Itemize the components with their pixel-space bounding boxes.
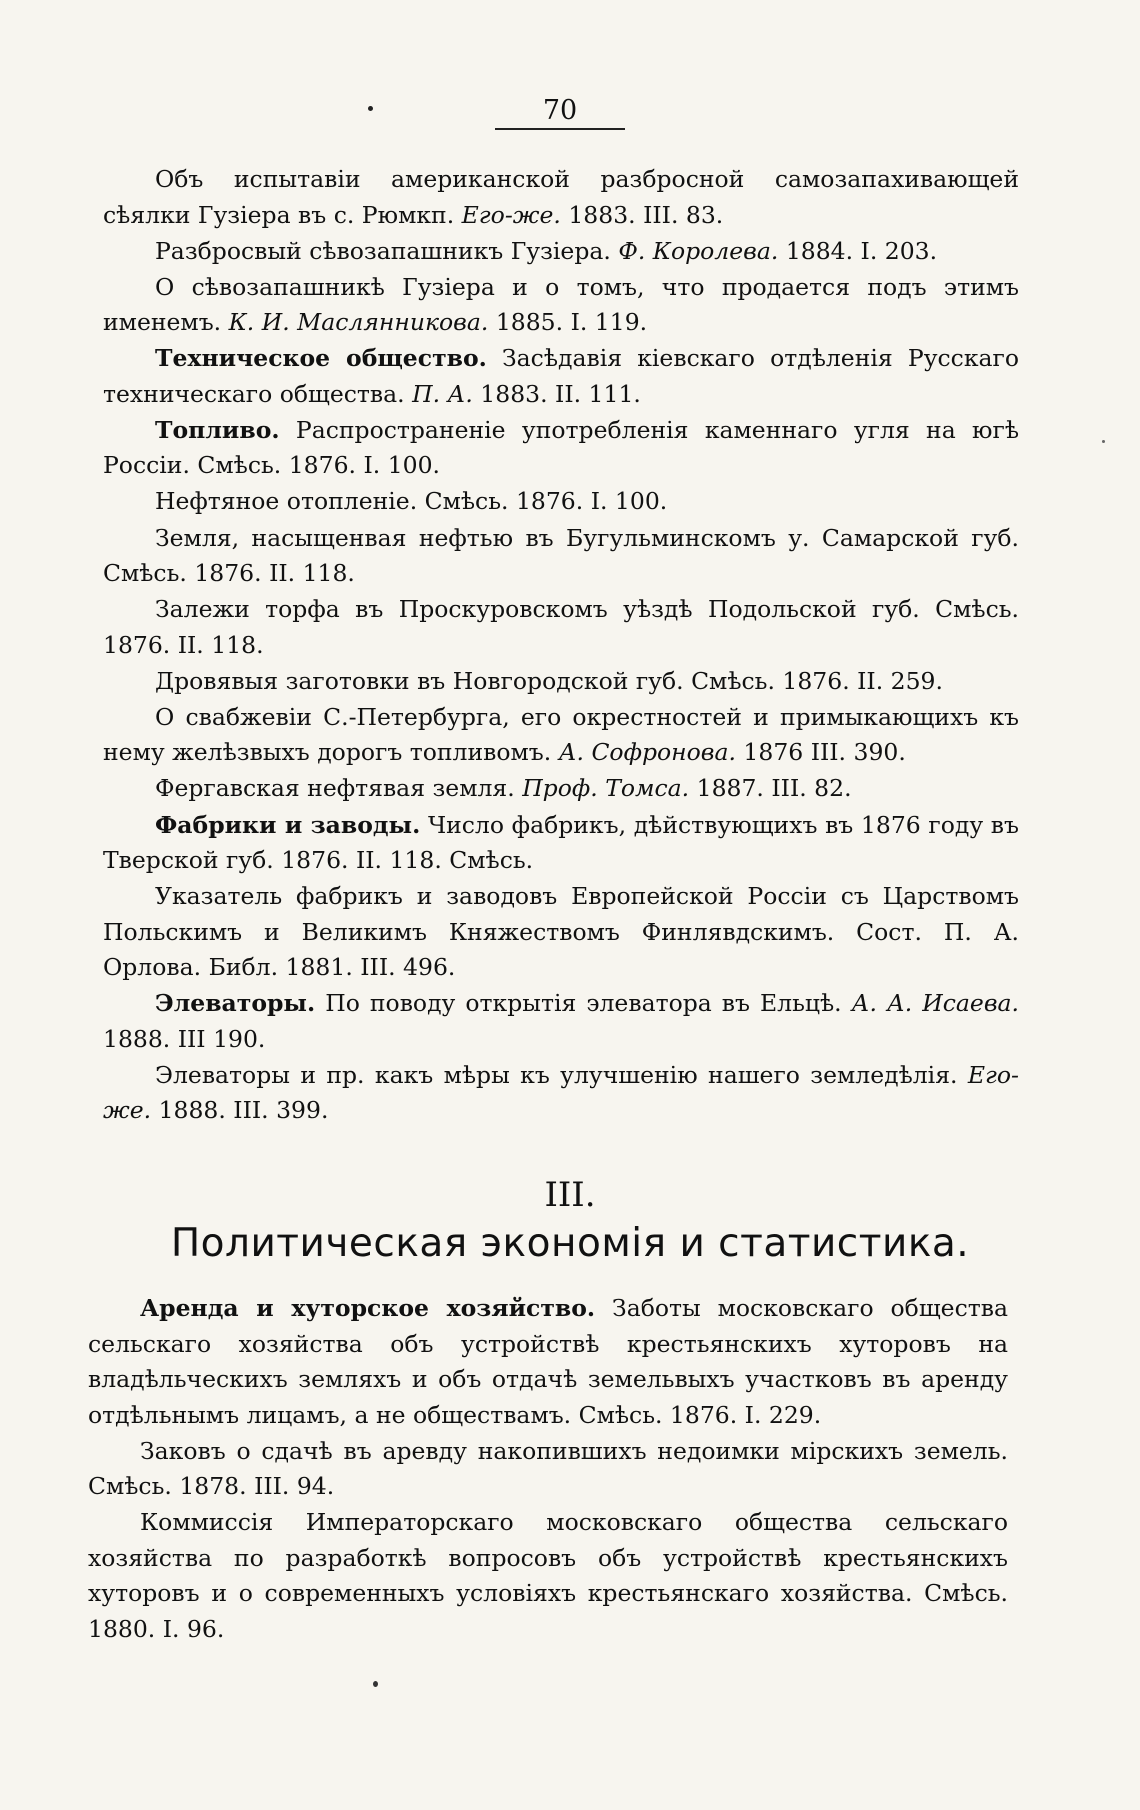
entry-text: Фергавская нефтявая земля. (155, 774, 523, 803)
entry-heading: Техническое общество. (155, 344, 487, 373)
section-title: Политическая экономія и статистика. (170, 1221, 970, 1266)
entry-author: Ф. Королева. (618, 236, 779, 265)
entry-author: А. А. Исаева. (851, 989, 1019, 1018)
entry-author: А. Софронова. (558, 738, 736, 767)
bibliography-entry (103, 1058, 1019, 1129)
print-speck (1102, 440, 1105, 443)
entry-text: 1884. I. 203. (778, 236, 938, 265)
entry-heading: Топливо. (155, 415, 280, 444)
entry-text: О сѣвозапашникѣ Гузіера и о томъ, что продается подъ этимъ именемъ. (103, 272, 1019, 337)
entry-author: Его-же. (103, 1060, 1019, 1125)
bibliography-entry (88, 1505, 1008, 1647)
entry-text: Разбросвый сѣвозапашникъ Гузіера. (155, 236, 619, 265)
bibliography-entry (103, 771, 1019, 807)
bibliography-entry (103, 808, 1019, 879)
bibliography-entry (103, 234, 1019, 270)
page-number: 70 (495, 96, 625, 130)
entry-heading: Фабрики и заводы. (155, 810, 421, 839)
print-speck (368, 106, 373, 111)
entry-author: К. И. Маслянникова. (228, 308, 489, 337)
entry-text: Коммиссія Императорскаго московскаго общества сельскаго хозяйства по разработкѣ вопросовъ объ устройствѣ крестьянскихъ хуторовъ и о современныхъ условіяхъ крестьянскаго хозяйства. Смѣсь. 1880. I. 96. (88, 1508, 1008, 1643)
entry-text: 1876 III. 390. (735, 738, 906, 767)
bibliography-entry (103, 664, 1019, 700)
entry-text: Указатель фабрикъ и заводовъ Европейской Россіи съ Царствомъ Польскимъ и Великимъ Княжествомъ Финлявдскимъ. Сост. П. А. Орлова. Библ. 1881. III. 496. (103, 882, 1019, 982)
entry-text: 1883. III. 83. (560, 200, 724, 229)
entry-text: 1887. III. 82. (689, 774, 852, 803)
bibliography-entry (103, 341, 1019, 412)
entry-text: Залежи торфа въ Проскуровскомъ уѣздѣ Подольской губ. Смѣсь. 1876. II. 118. (103, 595, 1019, 659)
entry-text: Объ испытавіи американской разбросной самозапахивающей сѣялки Гузіера въ с. Рюмкп. (103, 165, 1019, 229)
entry-text: Дровявыя заготовки въ Новгородской губ. Смѣсь. 1876. II. 259. (155, 666, 943, 695)
entry-list (103, 162, 1019, 1129)
bibliography-entry (103, 592, 1019, 663)
entry-text: 1885. I. 119. (488, 308, 648, 337)
entry-author: Проф. Томса. (522, 774, 690, 803)
entry-heading: Элеваторы. (155, 989, 316, 1018)
entry-text: Земля, насыщенвая нефтью въ Бугульминскомъ у. Самарской губ. Смѣсь. 1876. II. 118. (103, 523, 1019, 588)
entry-text: Число фабрикъ, дѣйствующихъ въ 1876 году въ Тверской губ. 1876. II. 118. Смѣсь. (103, 810, 1019, 875)
entry-author: П. А. (412, 379, 473, 408)
bibliography-entry (103, 270, 1019, 341)
bibliography-entry (103, 162, 1019, 233)
print-speck (373, 1681, 378, 1687)
entry-text: 1888. III 190. (103, 1024, 266, 1053)
bibliography-entry (103, 521, 1019, 592)
entry-heading: Аренда и хуторское хозяйство. (140, 1294, 596, 1322)
entry-text: 1883. II. 111. (472, 379, 641, 408)
bibliography-entry (88, 1291, 1008, 1433)
entry-text: Элеваторы и пр. какъ мѣры къ улучшенію нашего земледѣлія. (155, 1060, 968, 1089)
entry-text: 1888. III. 399. (151, 1096, 329, 1125)
entry-text: Заботы московскаго общества сельскаго хозяйства объ устройствѣ крестьянскихъ хуторовъ на владѣльческихъ земляхъ и объ отдачѣ земельвыхъ участковъ въ аренду отдѣльнымъ лицамъ, а не обществамъ. Смѣсь. 1876. I. 229. (88, 1294, 1008, 1429)
entry-text: Засѣдавія кіевскаго отдѣленія Русскаго техническаго общества. (103, 344, 1020, 408)
section-number: III. (544, 1175, 596, 1215)
bibliography-entry (103, 700, 1019, 771)
entry-text: Распространеніе употребленія каменнаго угля на югѣ Россіи. Смѣсь. 1876. I. 100. (103, 415, 1019, 480)
bibliography-entry (88, 1434, 1008, 1505)
bibliography-entry (103, 986, 1019, 1057)
entry-text: О свабжевіи С.-Петербурга, его окрестностей и примыкающихъ къ нему желѣзвыхъ дорогъ топливомъ. (103, 702, 1019, 767)
bibliography-entry (103, 484, 1019, 520)
bibliography-entry (103, 879, 1019, 986)
entry-text: Нефтяное отопленіе. Смѣсь. 1876. I. 100. (155, 487, 668, 516)
bibliography-entry (103, 413, 1019, 484)
entry-author: Его-же. (461, 200, 561, 229)
entry-list-section-3 (88, 1291, 1008, 1648)
entry-text: Заковъ о сдачѣ въ аревду накопившихъ недоимки мірскихъ земель. Смѣсь. 1878. III. 94. (88, 1436, 1008, 1501)
entry-text: По поводу открытія элеватора въ Ельцѣ. (315, 989, 852, 1018)
